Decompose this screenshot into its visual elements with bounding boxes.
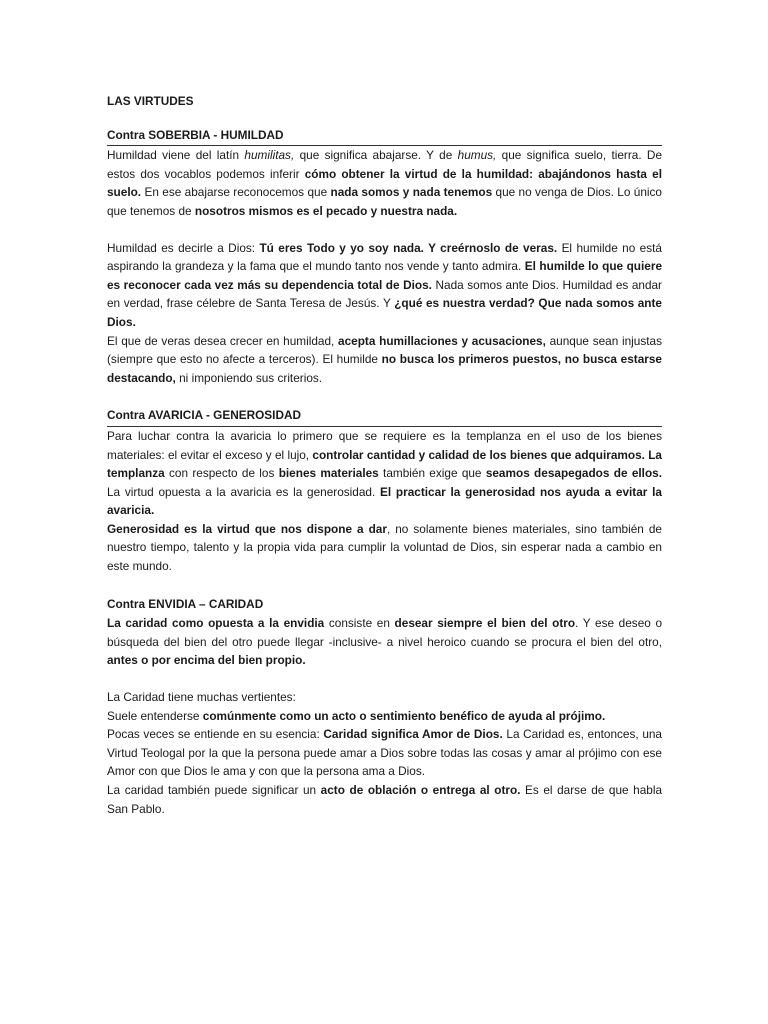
paragraph [107, 520, 662, 576]
section-body [107, 146, 662, 387]
section-heading-humildad: Contra SOBERBIA - HUMILDAD [107, 126, 662, 147]
section-generosidad [107, 406, 662, 575]
paragraph [107, 239, 662, 332]
bold-text: Generosidad es la virtud que nos dispone a dar [107, 521, 387, 536]
text-run: que significa abajarse. Y de [294, 148, 458, 163]
text-run: La Caridad tiene muchas vertientes: [107, 690, 296, 705]
text-run: La caridad también puede significar un [107, 783, 321, 797]
bold-text: El practicar la generosidad nos ayuda a evitar la avaricia. [107, 484, 662, 518]
italic-text: humilitas, [244, 148, 295, 163]
paragraph [107, 146, 662, 220]
text-run: Humildad es decirle a Dios: [107, 240, 260, 255]
bold-text: no busca los primeros puestos, no busca estarse destacando, [107, 352, 662, 385]
text-run: que significa suelo, tierra. De estos dos vocablos podemos inferir [107, 148, 663, 181]
page-title: LAS VIRTUDES [107, 94, 194, 108]
paragraph [107, 707, 662, 726]
text-run: El humilde no está aspirando la grandeza y la fama que el mundo tanto nos vende y tanto admira. [107, 240, 662, 274]
bold-text: antes o por encima del bien propio. [107, 653, 306, 668]
bold-text: Caridad significa Amor de Dios. [323, 727, 503, 742]
text-run: con respecto de los [164, 466, 279, 481]
bold-text: acto de oblación o entrega al otro. [320, 783, 521, 797]
text-run: El que de veras desea crecer en humildad, [107, 333, 339, 348]
text-run: Pocas veces se entiende en su esencia: [107, 727, 324, 742]
paragraph [107, 725, 662, 781]
section-heading-caridad: Contra ENVIDIA – CARIDAD [107, 596, 264, 611]
text-run: aunque sean injustas (siempre que esto no afecte a terceros). El humilde [107, 333, 662, 367]
text-run: Suele entenderse [107, 708, 203, 723]
section-caridad [107, 595, 662, 819]
text-run: La Caridad es, entonces, una Virtud Teologal por la que la persona puede amar a Dios sobre todas las cosas y amar al prójimo con ese Amor con que Dios le ama y con que la persona ama a Dios. [107, 727, 662, 779]
bold-text: acepta humillaciones y acusaciones, [338, 333, 546, 348]
paragraph [107, 688, 662, 707]
bold-text: desear siempre el bien del otro [394, 616, 576, 631]
section-humildad [107, 126, 662, 388]
bold-text: La caridad como opuesta a la envidia [107, 616, 325, 631]
bold-text: cómo obtener la virtud de la humildad: abajándonos hasta el suelo. [107, 166, 662, 200]
paragraph [107, 427, 662, 520]
paragraph [107, 332, 662, 388]
text-run: En ese abajarse reconocemos que [141, 185, 331, 200]
text-run: Humildad viene del latín [107, 148, 245, 163]
text-run: . Y ese deseo o búsqueda del bien del otro puede llegar -inclusive- a nivel heroico cuando se procura el bien del otro, [107, 616, 663, 649]
text-run: Nada somos ante Dios. Humildad es andar en verdad, frase célebre de Santa Teresa de Jesús. Y [107, 277, 662, 311]
paragraph [107, 781, 662, 818]
section-body [107, 614, 662, 818]
text-run: La virtud opuesta a la avaricia es la generosidad. [107, 484, 381, 499]
bold-text: Tú eres Todo y yo soy nada. Y creérnoslo de veras. [259, 240, 558, 255]
section-body [107, 427, 662, 576]
bold-text: nosotros mismos es el pecado y nuestra nada. [194, 203, 458, 218]
text-run: , no solamente bienes materiales, sino también de nuestro tiempo, talento y la propia vida para cumplir la voluntad de Dios, sin esperar nada a cambio en este mundo. [107, 521, 662, 574]
bold-text: controlar cantidad y calidad de los bienes que adquiramos. La templanza [107, 447, 662, 481]
bold-text: bienes materiales [278, 466, 379, 481]
bold-text: ¿qué es nuestra verdad? Que nada somos ante Dios. [107, 296, 662, 329]
italic-text: humus, [457, 148, 497, 163]
text-run: ni imponiendo sus criterios. [175, 370, 323, 385]
section-heading-generosidad: Contra AVARICIA - GENEROSIDAD [107, 406, 662, 427]
bold-text: seamos desapegados de ellos. [485, 466, 662, 481]
text-run: también exige que [378, 466, 486, 481]
bold-text: nada somos y nada tenemos [330, 185, 493, 200]
paragraph [107, 614, 662, 670]
text-run: Es el darse de que habla San Pablo. [107, 783, 663, 816]
text-run: Para luchar contra la avaricia lo primero que se requiere es la templanza en el uso de los bienes materiales: el evitar el exceso y el lujo, [107, 428, 662, 462]
text-run: que no venga de Dios. Lo único que tenemos de [107, 185, 662, 218]
bold-text: El humilde lo que quiere es reconocer cada vez más su dependencia total de Dios. [107, 259, 663, 292]
text-run: consiste en [324, 616, 395, 631]
bold-text: comúnmente como un acto o sentimiento benéfico de ayuda al prójimo. [202, 708, 606, 723]
